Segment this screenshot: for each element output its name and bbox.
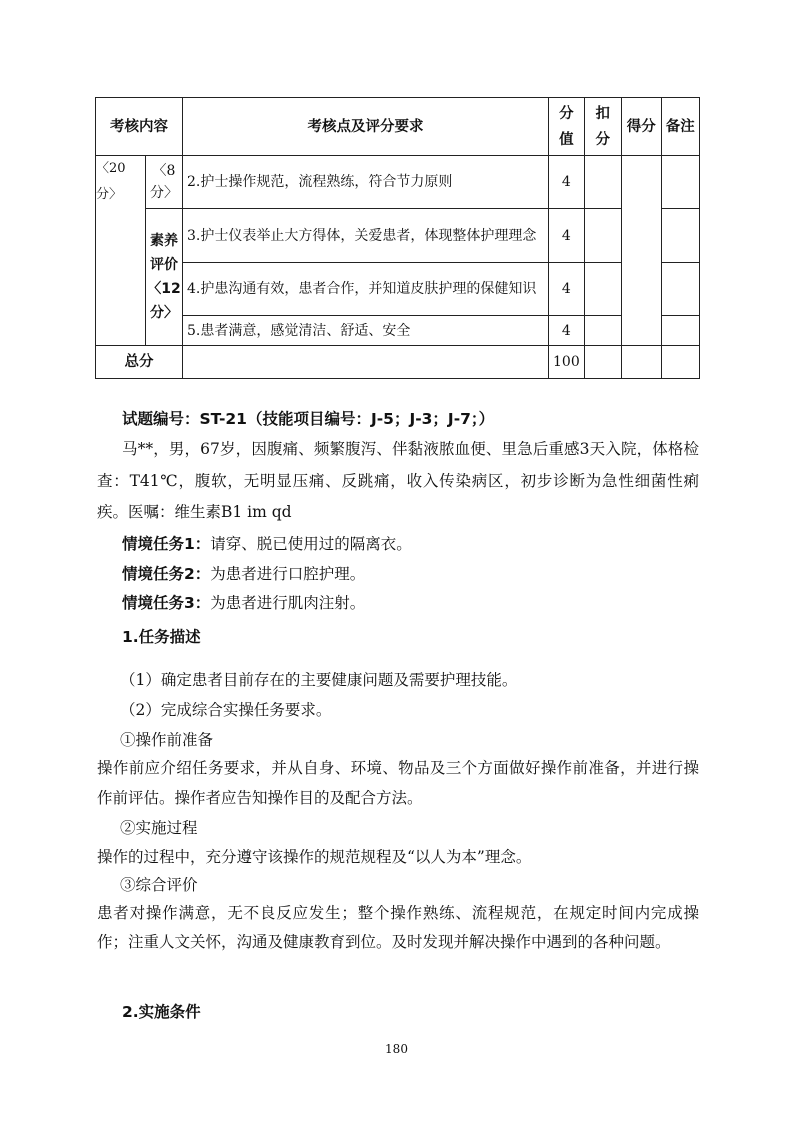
row-score: 4 [549,316,585,346]
total-note[interactable] [661,346,699,379]
table-row [96,263,700,316]
row-deduct[interactable] [584,263,621,316]
section1-item-2: （2）完成综合实操任务要求。 [120,701,332,719]
row-score: 4 [549,209,585,263]
task-3 [97,588,699,618]
section1-title: 1.任务描述 [122,628,201,646]
row-note[interactable] [661,316,699,346]
sub-text-3: 患者对操作满意，无不良反应发生；整个操作熟练、流程规范，在规定时间内完成操作；注重人文关怀，沟通及健康教育到位。及时发现并解决操作中遇到的各种问题。 [97,904,699,951]
score-table [95,97,700,379]
header-score: 分值 [549,98,585,156]
row-note[interactable] [661,156,699,209]
task-text: 为患者进行肌肉注射。 [210,594,366,612]
total-deduct[interactable] [584,346,621,379]
group-a: 〈8分〉 [146,156,183,209]
group-outer: 〈20分〉 [96,156,146,346]
page-number: 180 [385,1042,408,1056]
task-2 [97,559,699,589]
total-label: 总分 [96,346,183,379]
row-note[interactable] [661,209,699,263]
total-score: 100 [549,346,585,379]
case-description: 马**，男，67岁，因腹痛、频繁腹泻、伴黏液脓血便、里急后重感3天入院，体格检查：T41℃，腹软，无明显压痛、反跳痛，收入传染病区，初步诊断为急性细菌性痢疾。医嘱：维生素B1 im qd [97,440,699,521]
task-text: 为患者进行口腔护理。 [210,565,366,583]
got-cell[interactable] [621,156,661,346]
row-score: 4 [549,263,585,316]
total-got[interactable] [621,346,661,379]
task-text: 请穿、脱已使用过的隔离衣。 [210,535,412,553]
sub-text-2: 操作的过程中，充分遵守该操作的规范规程及“以人为本”理念。 [97,848,532,866]
row-deduct[interactable] [584,156,621,209]
sub-text-1: 操作前应介绍任务要求，并从自身、环境、物品及三个方面做好操作前准备，并进行操作前评估。操作者应告知操作目的及配合方法。 [97,759,699,807]
row-desc: 4.护患沟通有效，患者合作，并知道皮肤护理的保健知识 [183,263,549,316]
table-row [96,209,700,263]
header-content: 考核内容 [96,98,183,156]
header-deduct: 扣分 [584,98,621,156]
case-title: 试题编号：ST-21（技能项目编号：J-5；J-3；J-7；） [122,410,495,428]
header-note: 备注 [661,98,699,156]
section1-item-1: （1）确定患者目前存在的主要健康问题及需要护理技能。 [120,671,518,689]
task-label: 情境任务3： [122,594,211,612]
total-desc [183,346,549,379]
row-score: 4 [549,156,585,209]
task-1 [97,529,699,559]
table-row [96,156,700,209]
header-criteria: 考核点及评分要求 [183,98,549,156]
sub-title-3: ③综合评价 [120,876,198,894]
row-desc: 2.护士操作规范，流程熟练，符合节力原则 [183,156,549,209]
header-got: 得分 [621,98,661,156]
row-note[interactable] [661,263,699,316]
sub-title-2: ②实施过程 [120,819,198,837]
sub-title-1: ①操作前准备 [120,731,214,749]
section2-title: 2.实施条件 [122,1003,201,1021]
row-desc: 3.护士仪表举止大方得体，关爱患者，体现整体护理理念 [183,209,549,263]
task-label: 情境任务2： [122,565,211,583]
total-row [96,346,700,379]
row-desc: 5.患者满意，感觉清洁、舒适、安全 [183,316,549,346]
table-header-row [96,98,700,156]
row-deduct[interactable] [584,209,621,263]
group-b: 素养评价〈12分〉 [146,209,183,346]
task-label: 情境任务1： [122,535,211,553]
row-deduct[interactable] [584,316,621,346]
table-row [96,316,700,346]
